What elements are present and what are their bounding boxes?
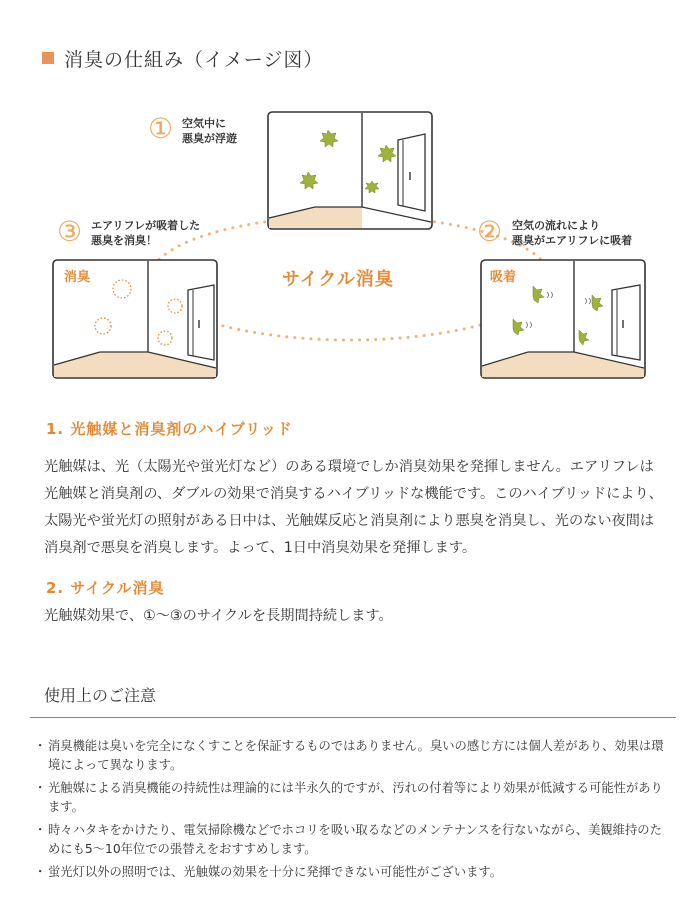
notice-item-text: 蛍光灯以外の照明では、光触媒の効果を十分に発揮できない可能性がございます。 (48, 865, 503, 879)
notice-divider (30, 717, 676, 718)
room-label-deodorize: 消臭 (64, 270, 91, 285)
section-2-body: 光触媒効果で、①〜③のサイクルを長期間持続します。 (44, 608, 393, 624)
step-1-line1: 空気中に (182, 117, 226, 130)
room-label-absorb: 吸着 (490, 270, 517, 285)
section-2-heading: 2. サイクル消臭 (46, 579, 165, 597)
step-1-text (182, 116, 237, 146)
bullet-mark: ・ (34, 823, 47, 837)
step-3-line1: エアリフレが吸着した (91, 219, 201, 232)
section-header (42, 44, 323, 72)
section-1-heading: 1. 光触媒と消臭剤のハイブリッド (46, 420, 293, 438)
notice-item (34, 863, 674, 882)
bullet-mark: ・ (34, 865, 47, 879)
section-1-body: 光触媒は、光（太陽光や蛍光灯など）のある環境でしか消臭効果を発揮しません。エアリフレは光触媒と消臭剤の、ダブルの効果で消臭するハイブリッドな機能です。このハイブリッドにより、太陽光や蛍光灯の照射がある日中は、光触媒反応と消臭剤により悪臭を消臭し、光のない夜間は消臭剤で悪臭を消臭します。よって、1日中消臭効果を発揮します。 (44, 459, 663, 556)
step-3-number: ③ (57, 215, 83, 248)
cycle-label: サイクル消臭 (282, 269, 394, 290)
step-2-number: ② (477, 215, 503, 248)
step-2-line2: 悪臭がエアリフレに吸着 (512, 234, 633, 247)
notice-item (34, 821, 674, 859)
notice-title: 使用上のご注意 (44, 686, 157, 705)
step-2-text (512, 218, 632, 248)
step-3-line2: 悪臭を消臭！ (91, 234, 157, 247)
square-bullet-icon (42, 52, 54, 64)
step-1-number: ① (148, 112, 174, 145)
notice-item-text: 光触媒による消臭機能の持続性は理論的には半永久的ですが、汚れの付着等により効果が低減する可能性があります。 (48, 781, 663, 814)
step-3-text (91, 218, 200, 248)
page-title: 消臭の仕組み（イメージ図） (64, 48, 324, 71)
bullet-mark: ・ (34, 781, 47, 795)
notice-list (34, 737, 674, 886)
deodorize-cycle-diagram (0, 100, 700, 390)
notice-item (34, 779, 674, 817)
step-2-line1: 空気の流れにより (512, 219, 600, 232)
notice-item (34, 737, 674, 775)
step-1-line2: 悪臭が浮遊 (182, 132, 237, 145)
notice-item-text: 時々ハタキをかけたり、電気掃除機などでホコリを吸い取るなどのメンテナンスを行ないながら、美観維持のためにも5〜10年位での張替えをおすすめします。 (48, 823, 662, 856)
bullet-mark: ・ (34, 739, 47, 753)
notice-item-text: 消臭機能は臭いを完全になくすことを保証するものではありません。臭いの感じ方には個人差があり、効果は環境によって異なります。 (48, 739, 664, 772)
room-1-illustration (268, 112, 432, 229)
